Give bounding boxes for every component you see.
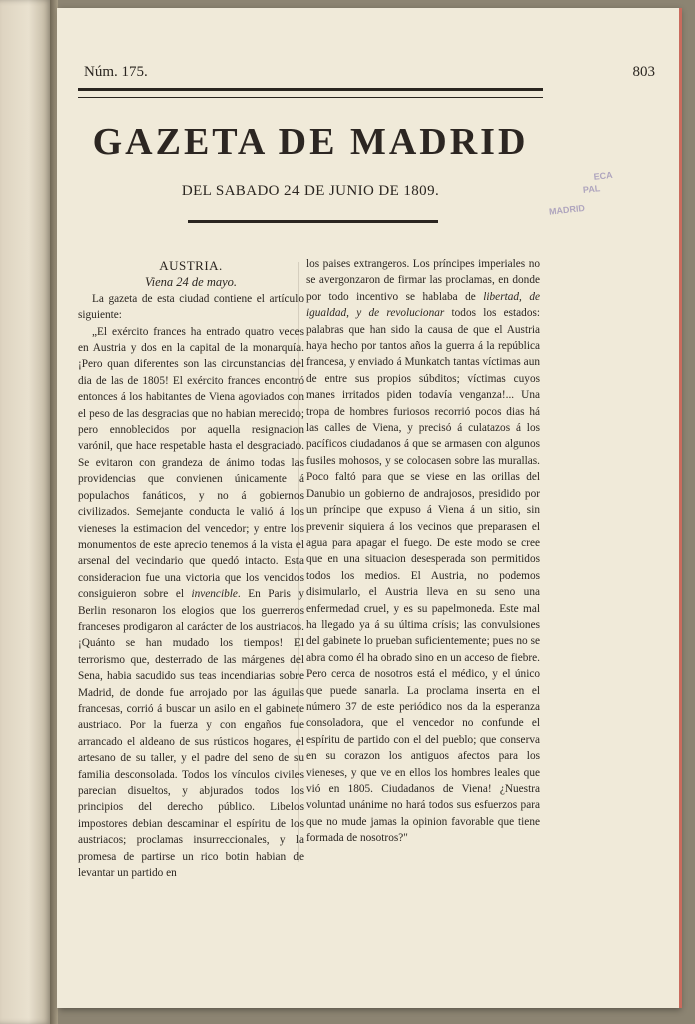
page-edge xyxy=(679,8,682,1008)
article-text: . En Paris y Berlin resonaron los elogios que los guerreros franceses prodigaron al carácter de los austriacos. ¡Quánto se han mudado los tiempos! El terrorismo que, desterrado de las márgenes del Sena, habia sacudido sus teas incendiarias sobre Madrid, de donde fue arrojado por las águilas francesas, corrió á buscar un asilo en el gabinete austriaco. Por la fuerza y con engaños fue arrancado el aldeano de sus rústicos hogares, el artesano de su taller, y el padre del seno de su familia desconsolada. Todos los vínculos civiles parecian disueltos, y abjurados todos los principios del derecho público. Libelos impostores debian descaminar el espíritu de los austriacos; proclamas insurreccionales, y la promesa de partirse un rico botin habian de levantar un partido en xyxy=(78,588,304,880)
article-text: „El exército frances ha entrado quatro veces en Austria y dos en la capital de la monarquía. ¡Pero quan diferentes son las circunstancias del dia de las de 1805! El exército frances encontró entonces á los habitantes de Viena agoviados con el peso de las desgracias que no habian merecido; pero ennoblecidos por aquella resignacion varónil, que hace respetable hasta el desgraciado. Se evitaron con grandeza de ánimo todas las providencias que convienen únicamente á populachos fanáticos, y no á gobiernos civilizados. Semejante conducta le valió á los vieneses la estimacion del vencedor; y entre los monumentos de este aprecio tenemos á la vista el arsenal del vecindario que quedó intacto. Esta consideracion fue una victoria que los vencidos consiguieron sobre el xyxy=(78,325,304,601)
left-column xyxy=(78,258,304,881)
masthead-bottom-rule xyxy=(188,220,438,223)
section-heading: AUSTRIA. xyxy=(159,258,223,273)
stamp-line-2: PAL xyxy=(582,183,601,196)
stamp-line-3: MADRID xyxy=(548,202,586,217)
article-intro: La gazeta de esta ciudad contiene el artículo siguiente: xyxy=(78,292,304,322)
masthead-dateline: DEL SABADO 24 DE JUNIO DE 1809. xyxy=(181,183,440,199)
masthead-title: GAZETA DE MADRID xyxy=(92,121,529,163)
page-header xyxy=(84,64,655,86)
page-number: 803 xyxy=(632,64,655,80)
article-paragraph-continued xyxy=(306,256,540,847)
right-column xyxy=(306,256,540,847)
article-dateline: Viena 24 de mayo. xyxy=(144,275,238,290)
article-text: los paises extrangeros. Los príncipes imperiales no se avergonzaron de firmar las proclamas, en donde por todo incentivo se hablaba de xyxy=(306,258,540,303)
library-stamp xyxy=(545,168,622,231)
stamp-line-1: ECA xyxy=(593,169,614,182)
article-paragraph xyxy=(78,324,304,882)
issue-number: Núm. 175. xyxy=(84,64,148,80)
masthead-top-rule xyxy=(78,88,543,98)
article-emphasis: libertad, de igualdad, y de revolucionar xyxy=(306,290,540,320)
article-emphasis: invencible xyxy=(191,588,238,601)
article-text: todos los estados: palabras que han sido la causa de que el Austria haya hecho por tantos años la guerra á la república francesa, y enviado á Munkatch tantas víctimas aun de entre sus propios súbditos; víctimas cuyos manes irritados piden todavía venganza!... Una tropa de hombres furiosos recorrió pocos dias há las calles de Viena, y precisó á culatazos á los pacíficos ciudadanos á que se armasen con algunos fusiles mohosos, y se colocasen sobre las murallas. Poco faltó para que se viese en las orillas del Danubio un gobierno de andrajosos, presidido por un príncipe que expuso á Viena á un sitio, sin prevenir siquiera á los vecinos que preparasen el agua para apagar el fuego. De este modo se cree que en una situacion desesperada son permitidos todos los medios. El Austria, no podemos disimularlo, el Austria lleva en su seno una enfermedad cruel, y es su papelmoneda. Este mal ha llegado ya á su última crísis; las convulsiones del gabinete lo prueban suficientemente; pues no se abra como él ha obrado sino en un acceso de fiebre. Pero cerca de nosotros está el médico, y el único que puede sanarla. La proclama inserta en el número 37 de este periódico nos da la esperanza consoladora, que el vencedor no confunde el espíritu de partido con el del pueblo; que conserva en su corazon los antiguos afectos para los vieneses, y que ve en ellos los hombres leales que vió en 1805. Ciudadanos de Viena! ¿Nuestra voluntad unánime no hará todos sus esfuerzos para que no mude jamas la opinion favorable que tiene formada de nosotros?" xyxy=(306,307,541,845)
facing-page-edge xyxy=(0,0,52,1024)
